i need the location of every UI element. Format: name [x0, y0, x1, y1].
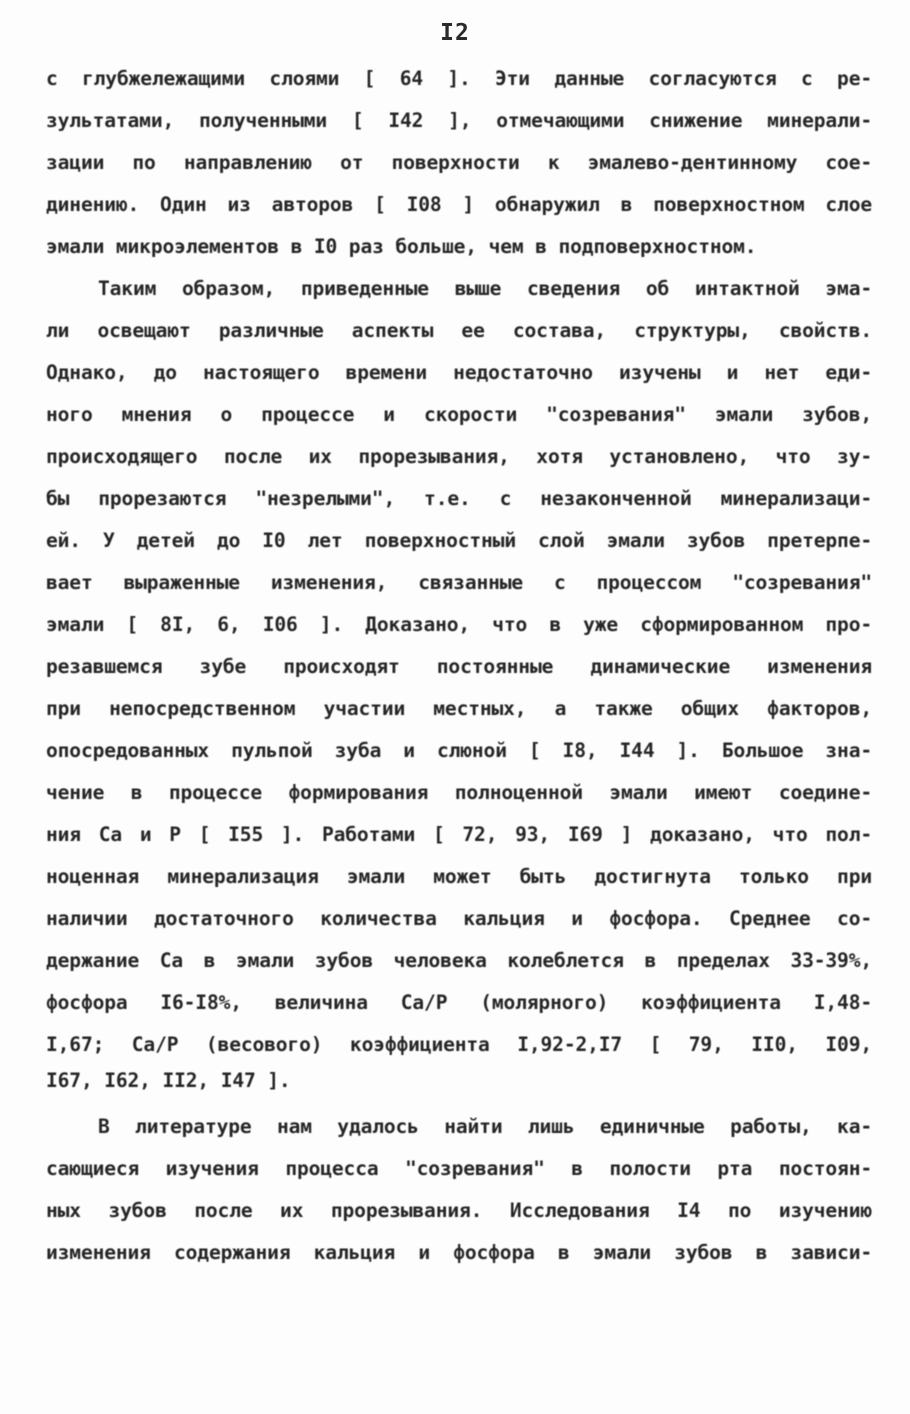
page-number: I2 [440, 20, 470, 46]
text-line: опосредованных пульпой зуба и слюной [ I8, I44 ]. Большое зна- [46, 739, 872, 762]
text-line: изменения содержания кальция и фосфора в эмали зубов в зависи- [46, 1241, 872, 1264]
text-line: резавшемся зубе происходят постоянные динамические изменения [46, 655, 872, 678]
text-line: В литературе нам удалось найти лишь единичные работы, ка- [98, 1115, 872, 1138]
text-line: ного мнения о процессе и скорости "созревания" эмали зубов, [46, 403, 872, 426]
text-line: ния Са и Р [ I55 ]. Работами [ 72, 93, I69 ] доказано, что пол- [46, 823, 872, 846]
text-line: бы прорезаются "незрелыми", т.е. с незаконченной минерализаци- [46, 487, 872, 510]
text-line: Таким образом, приведенные выше сведения об интактной эма- [98, 277, 872, 300]
text-line: ей. У детей до I0 лет поверхностный слой эмали зубов претерпе- [46, 529, 872, 552]
text-line: I67, I62, II2, I47 ]. [46, 1069, 291, 1092]
text-line: эмали микроэлементов в I0 раз больше, чем в подповерхностном. [46, 235, 757, 258]
text-line: фосфора I6-I8%, величина Са/Р (молярного) коэффициента I,48- [46, 991, 872, 1014]
text-line: происходящего после их прорезывания, хотя установлено, что зу- [46, 445, 872, 468]
text-line: динению. Один из авторов [ I08 ] обнаружил в поверхностном слое [46, 193, 872, 216]
text-line: ных зубов после их прорезывания. Исследования I4 по изучению [46, 1199, 872, 1222]
text-line: держание Са в эмали зубов человека колеблется в пределах 33-39%, [46, 949, 872, 972]
text-line: I,67; Са/Р (весового) коэффициента I,92-2,I7 [ 79, II0, I09, [46, 1033, 872, 1056]
text-line: вает выраженные изменения, связанные с процессом "созревания" [46, 571, 872, 594]
text-line: зультатами, полученными [ I42 ], отмечающими снижение минерали- [46, 109, 872, 132]
text-line: наличии достаточного количества кальция и фосфора. Среднее со- [46, 907, 872, 930]
text-line: Однако, до настоящего времени недостаточно изучены и нет еди- [46, 361, 872, 384]
text-line: зации по направлению от поверхности к эмалево-дентинному сое- [46, 151, 872, 174]
text-line: ноценная минерализация эмали может быть достигнута только при [46, 865, 872, 888]
text-line: при непосредственном участии местных, а также общих факторов, [46, 697, 872, 720]
text-line: эмали [ 8I, 6, I06 ]. Доказано, что в уже сформированном про- [46, 613, 872, 636]
text-line: сающиеся изучения процесса "созревания" в полости рта постоян- [46, 1157, 872, 1180]
text-line: чение в процессе формирования полноценной эмали имеют соедине- [46, 781, 872, 804]
text-line: ли освещают различные аспекты ее состава, структуры, свойств. [46, 319, 872, 342]
text-line: с глубжележащими слоями [ 64 ]. Эти данные согласуются с ре- [46, 67, 872, 90]
